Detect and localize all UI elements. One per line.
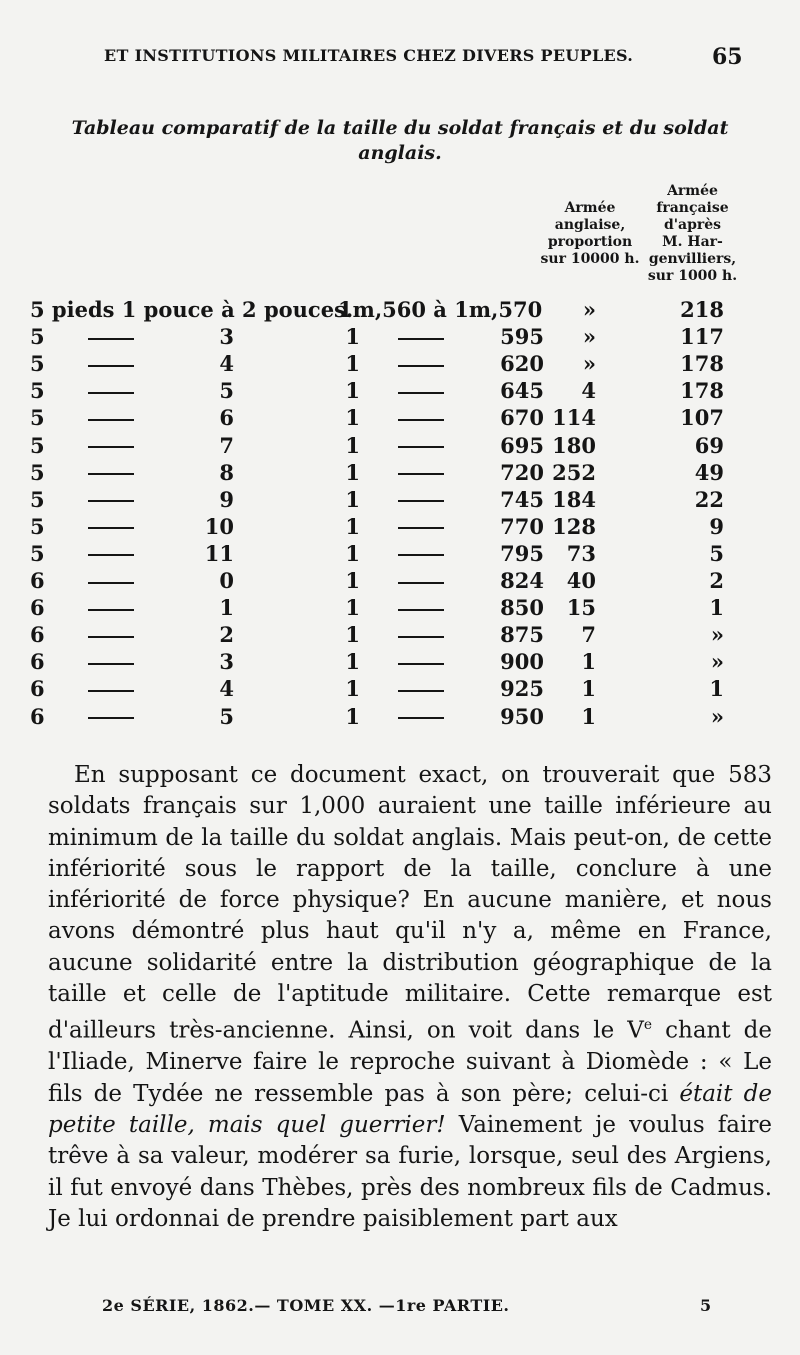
page-footer (0, 1296, 800, 1326)
centimeter-cell: 925 (500, 676, 544, 702)
table-row (0, 541, 800, 568)
feet-cell: 6 (30, 568, 45, 593)
table-row (0, 676, 800, 703)
english-count-cell: 15 (566, 595, 596, 621)
dash-mark (88, 378, 134, 403)
italic-text: était de petite taille, mais quel guerrier! (48, 1080, 772, 1138)
running-title: ET INSTITUTIONS MILITAIRES CHEZ DIVERS PEUPLES. (104, 46, 634, 65)
french-count-cell: 69 (694, 432, 724, 458)
english-count-cell: 1 (581, 676, 596, 702)
column-header-line: française (656, 200, 729, 216)
column-header-line: proportion (547, 234, 633, 250)
meter-cell: 1 (345, 676, 360, 702)
meter-cell: 1 (345, 703, 360, 729)
feet-cell: 5 (30, 459, 45, 485)
centimeter-cell: 595 (500, 324, 544, 350)
footer-signature-number: 5 (700, 1296, 712, 1315)
dash-mark (88, 541, 134, 566)
pouces-cell: 5 (219, 703, 234, 729)
dash-mark (88, 514, 134, 539)
dash-mark (398, 676, 444, 701)
centimeter-cell: 720 (500, 459, 544, 485)
row-label: 5 pieds 1 pouce à 2 pouces. (30, 297, 354, 322)
table-row (0, 351, 800, 378)
dash-mark (88, 676, 134, 701)
pouces-cell: 10 (204, 513, 234, 539)
table-row (0, 378, 800, 405)
feet-cell: 6 (30, 622, 45, 648)
pouces-cell: 2 (219, 622, 234, 648)
text-run: Vainement je voulus faire trêve à sa valeur, modérer sa furie, lorsque, seul des Argiens, il fut envoyé dans Thèbes, près des nombreux fils de Cadmus. Je lui ordonnai de prendre paisiblement part aux (48, 1111, 772, 1232)
table-row (0, 487, 800, 514)
pouces-cell: 8 (219, 459, 234, 485)
pouces-cell: 6 (219, 405, 234, 431)
feet-cell: 5 (30, 540, 45, 566)
centimeter-cell: 795 (500, 540, 544, 566)
english-count-cell: » (582, 297, 596, 322)
column-header-french-army (640, 183, 745, 285)
pouces-cell: 5 (219, 378, 234, 404)
dash-mark (88, 568, 134, 593)
pouces-cell: 7 (219, 432, 234, 458)
english-count-cell: 252 (552, 459, 596, 485)
pouces-cell: 4 (219, 351, 234, 377)
table-row (0, 405, 800, 432)
column-header-line: sur 1000 h. (647, 268, 738, 284)
french-count-cell: 5 (709, 540, 724, 566)
feet-cell: 6 (30, 676, 45, 702)
table-row (0, 460, 800, 487)
english-count-cell: 180 (552, 432, 596, 458)
pouces-cell: 9 (219, 486, 234, 512)
centimeter-cell: 620 (500, 351, 544, 377)
dash-mark (88, 487, 134, 512)
centimeter-cell: 745 (500, 486, 544, 512)
meter-cell: 1 (345, 459, 360, 485)
french-count-cell: 117 (680, 324, 724, 350)
centimeter-cell: 695 (500, 432, 544, 458)
centimeter-cell: 900 (500, 649, 544, 675)
english-count-cell: 1 (581, 703, 596, 729)
metric-range: 1m,560 à 1m,570 (338, 297, 543, 322)
feet-cell: 5 (30, 351, 45, 377)
feet-cell: 5 (30, 432, 45, 458)
english-count-cell: 184 (552, 486, 596, 512)
table-row (0, 514, 800, 541)
feet-cell: 5 (30, 378, 45, 404)
footer-signature: 2e SÉRIE, 1862.— TOME XX. —1re PARTIE. (102, 1296, 510, 1315)
table-row (0, 704, 800, 731)
table-caption: Tableau comparatif de la taille du soldat français et du soldat anglais. (71, 117, 729, 164)
french-count-cell: 2 (709, 568, 724, 593)
meter-cell: 1 (345, 486, 360, 512)
english-count-cell: 7 (581, 622, 596, 648)
pouces-cell: 0 (219, 568, 234, 593)
body-text (48, 760, 772, 1235)
page-number: 65 (712, 44, 743, 70)
table-row (0, 649, 800, 676)
pouces-cell: 4 (219, 676, 234, 702)
dash-mark (398, 704, 444, 729)
feet-cell: 5 (30, 324, 45, 350)
table-row (0, 622, 800, 649)
french-count-cell: 218 (680, 297, 724, 322)
page-header (0, 44, 800, 74)
dash-mark (398, 595, 444, 620)
paragraph (48, 760, 772, 1235)
column-header-line: Armée (564, 200, 616, 216)
centimeter-cell: 770 (500, 513, 544, 539)
dash-mark (398, 324, 444, 349)
english-count-cell: 114 (552, 405, 596, 431)
feet-cell: 5 (30, 486, 45, 512)
dash-mark (398, 433, 444, 458)
english-count-cell: 128 (552, 513, 596, 539)
pouces-cell: 1 (219, 595, 234, 621)
text-run: En supposant ce document exact, on trouverait que 583 soldats français sur 1,000 auraient une taille inférieure au minimum de la taille du soldat anglais. Mais peut-on, de cette infériorité sous le rapport de la taille, conclure à une infériorité de force physique? En aucune manière, et nous avons démontré plus haut qu'il n'y a, même en France, aucune solidarité entre la distribution géographique de la taille et celle de l'aptitude militaire. Cette remarque est d'ailleurs très-ancienne. Ainsi, on voit dans le V (48, 762, 772, 1045)
table-row (0, 433, 800, 460)
dash-mark (398, 378, 444, 403)
dash-mark (88, 433, 134, 458)
english-count-cell: » (582, 351, 596, 377)
column-header-line: Armée (667, 183, 718, 199)
superscript: e (643, 1017, 653, 1034)
meter-cell: 1 (345, 378, 360, 404)
english-count-cell: 1 (581, 649, 596, 675)
meter-cell: 1 (345, 649, 360, 675)
table-row (0, 595, 800, 622)
column-header-line: genvilliers, (648, 251, 737, 267)
meter-cell: 1 (345, 540, 360, 566)
french-count-cell: » (710, 649, 724, 675)
meter-cell: 1 (345, 432, 360, 458)
pouces-cell: 3 (219, 649, 234, 675)
french-count-cell: » (710, 703, 724, 729)
centimeter-cell: 875 (500, 622, 544, 648)
feet-cell: 5 (30, 405, 45, 431)
dash-mark (398, 405, 444, 430)
dash-mark (398, 541, 444, 566)
french-count-cell: 1 (709, 676, 724, 702)
dash-mark (88, 324, 134, 349)
meter-cell: 1 (345, 351, 360, 377)
table-row (0, 297, 800, 324)
table-row (0, 324, 800, 351)
centimeter-cell: 645 (500, 378, 544, 404)
meter-cell: 1 (345, 595, 360, 621)
french-count-cell: » (710, 622, 724, 648)
dash-mark (88, 595, 134, 620)
dash-mark (88, 351, 134, 376)
french-count-cell: 49 (694, 459, 724, 485)
dash-mark (398, 460, 444, 485)
french-count-cell: 1 (709, 595, 724, 621)
feet-cell: 6 (30, 703, 45, 729)
meter-cell: 1 (345, 324, 360, 350)
french-count-cell: 178 (680, 351, 724, 377)
column-header-line: sur 10000 h. (540, 251, 640, 267)
column-header-line: d'après (663, 217, 722, 233)
meter-cell: 1 (345, 568, 360, 593)
pouces-cell: 11 (204, 540, 234, 566)
centimeter-cell: 670 (500, 405, 544, 431)
centimeter-cell: 824 (500, 568, 544, 593)
text-run: chant de l'Iliade, Minerve faire le reproche suivant à Diomède : « Le fils de Tydée ne ressemble pas à son père; celui-ci (48, 1018, 772, 1107)
column-header-line: anglaise, (554, 217, 626, 233)
feet-cell: 6 (30, 595, 45, 621)
column-header-english-army (530, 200, 650, 268)
dash-mark (398, 351, 444, 376)
column-header-line: M. Har- (662, 234, 723, 250)
centimeter-cell: 850 (500, 595, 544, 621)
dash-mark (398, 622, 444, 647)
dash-mark (88, 622, 134, 647)
dash-mark (88, 460, 134, 485)
dash-mark (398, 649, 444, 674)
meter-cell: 1 (345, 405, 360, 431)
french-count-cell: 22 (694, 486, 724, 512)
pouces-cell: 3 (219, 324, 234, 350)
centimeter-cell: 950 (500, 703, 544, 729)
feet-cell: 5 (30, 513, 45, 539)
dash-mark (88, 405, 134, 430)
table-row (0, 568, 800, 595)
english-count-cell: » (582, 324, 596, 350)
english-count-cell: 40 (566, 568, 596, 593)
meter-cell: 1 (345, 622, 360, 648)
feet-cell: 6 (30, 649, 45, 675)
dash-mark (88, 649, 134, 674)
dash-mark (398, 487, 444, 512)
french-count-cell: 107 (680, 405, 724, 431)
dash-mark (398, 514, 444, 539)
french-count-cell: 9 (709, 513, 724, 539)
meter-cell: 1 (345, 513, 360, 539)
english-count-cell: 4 (581, 378, 596, 404)
english-count-cell: 73 (566, 540, 596, 566)
dash-mark (88, 704, 134, 729)
dash-mark (398, 568, 444, 593)
french-count-cell: 178 (680, 378, 724, 404)
